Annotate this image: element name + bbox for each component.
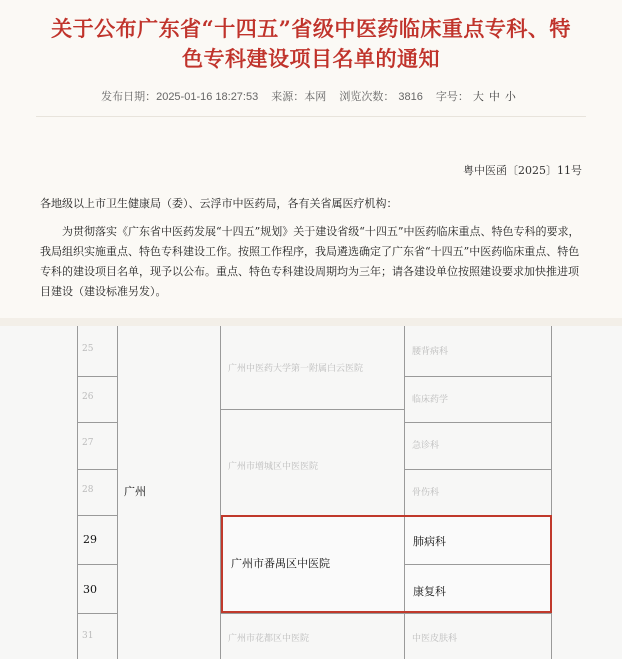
highlight-department: 肺病科 [413, 535, 446, 548]
views-label: 浏览次数： [339, 91, 395, 103]
table-line-h2 [77, 422, 117, 423]
article-body: 为贯彻落实《广东省中医药发展“十四五”规划》关于建设省级“十四五”中医药临床重点、特色专科的要求，我局组织实施重点、特色专科建设工作。按照工作程序，我局遴选确定了广东省“十四五”中医药临床重点、特色专科的建设项目名单，现予以公布。重点、特色专科建设周期均为三年；请各建设单位按照建设要求加快推进项目建设（建设标准另发）。 [40, 225, 580, 298]
row-number: 29 [83, 533, 97, 546]
meta-divider [36, 116, 586, 117]
department: 骨伤科 [412, 488, 440, 498]
department: 临床药学 [412, 395, 449, 405]
article-meta [0, 88, 622, 104]
table-line-h12 [404, 469, 551, 470]
row-number: 30 [83, 583, 97, 596]
font-size-medium-option[interactable]: 中 [488, 91, 500, 103]
table-line-h6 [77, 613, 117, 614]
font-size-small-option[interactable]: 小 [504, 91, 516, 103]
highlight-box [221, 515, 552, 613]
department: 中医皮肤科 [412, 634, 458, 644]
table-line-h14 [404, 613, 551, 614]
hospital-name: 广州市增城区中医医院 [228, 462, 319, 472]
row-number: 28 [82, 485, 94, 495]
article-title-line-1: 关于公布广东省“十四五”省级中医药临床重点专科、特 [51, 16, 571, 41]
highlight-divider-h [404, 564, 550, 565]
city-name: 广州 [124, 485, 146, 498]
article-title [30, 14, 592, 74]
table-line-h3 [77, 469, 117, 470]
department: 急诊科 [412, 441, 440, 451]
row-number: 26 [82, 392, 94, 402]
hospital-name: 广州市花都区中医院 [228, 634, 310, 644]
table-line-h10 [404, 376, 551, 377]
article-header [0, 0, 622, 320]
font-size-large-option[interactable]: 大 [472, 91, 484, 103]
table-line-h1 [77, 376, 117, 377]
table-line-h4 [77, 515, 117, 516]
highlight-department: 康复科 [413, 585, 446, 598]
table-line-v2 [117, 326, 118, 659]
views-count: 3816 [398, 91, 423, 103]
table-line-h5 [77, 564, 117, 565]
highlight-hospital-name: 广州市番禺区中医院 [231, 557, 330, 570]
document-number: 粤中医函〔2025〕11号 [463, 164, 582, 177]
addressee: 各地级以上市卫生健康局（委）、云浮市中医药局，各有关省属医疗机构： [40, 197, 398, 210]
font-size-label: 字号： [435, 91, 469, 103]
table-line-h7 [220, 409, 404, 410]
table-line-h11 [404, 422, 551, 423]
source: 来源：本网 [271, 91, 327, 103]
row-number: 27 [82, 438, 94, 448]
publish-date: 发布日期：2025-01-16 18:27:53 [101, 91, 259, 103]
department: 腰背病科 [412, 347, 449, 357]
article-title-line-2: 色专科建设项目名单的通知 [182, 46, 440, 71]
scanned-table [0, 326, 622, 659]
table-line-h9 [220, 613, 404, 614]
hospital-name: 广州中医药大学第一附属白云医院 [228, 364, 364, 374]
row-number: 25 [82, 344, 94, 354]
row-number: 31 [82, 631, 94, 641]
